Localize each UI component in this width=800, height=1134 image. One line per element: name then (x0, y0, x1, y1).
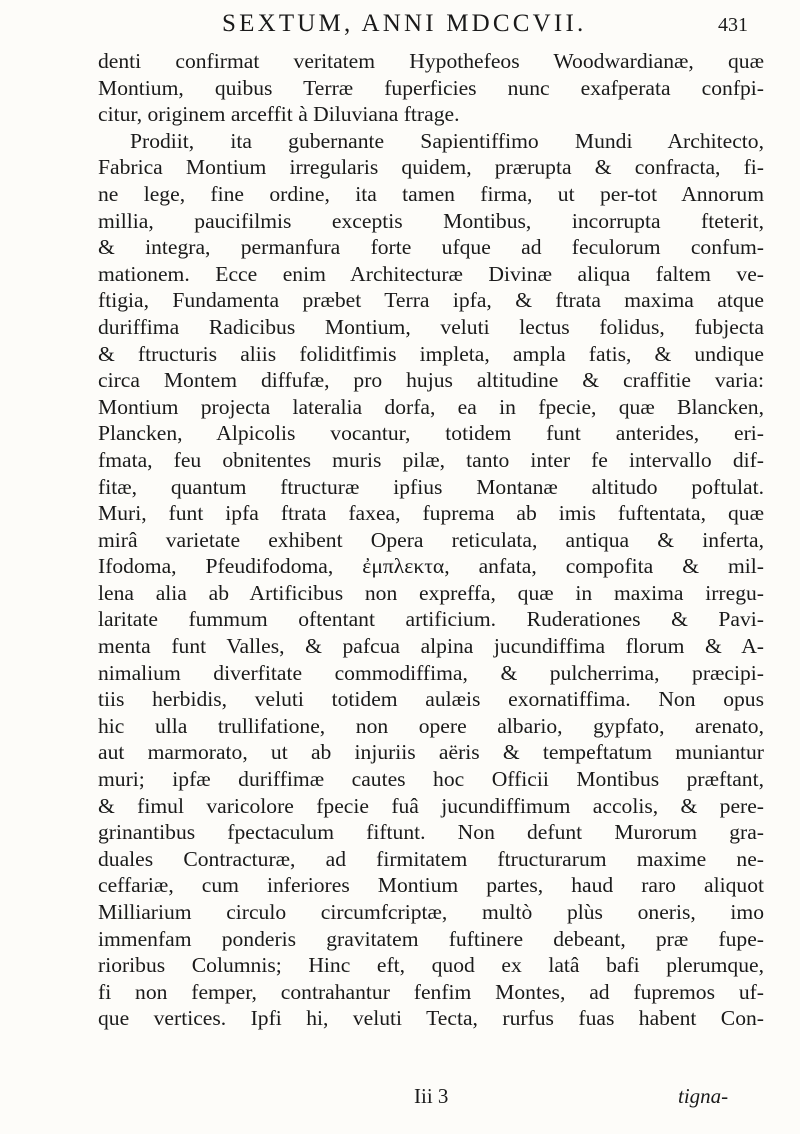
text-line: circa Montem diffufæ, pro hujus altitudine & craffitie varia: (98, 368, 764, 393)
text-line: fitæ, quantum ftructuræ ipfius Montanæ altitudo poftulat. (98, 474, 764, 499)
text-line: aut marmorato, ut ab injuriis aëris & tempeftatum muniantur (98, 740, 764, 765)
text-line: grinantibus fpectaculum fiftunt. Non defunt Murorum gra- (98, 820, 764, 845)
text-line: muri; ipfæ duriffimæ cautes hoc Officii Montibus præftant, (98, 767, 764, 792)
text-line: laritate fummum oftentant artificium. Ruderationes & Pavi- (98, 607, 764, 632)
text-line: tiis herbidis, veluti totidem aulæis exornatiffima. Non opus (98, 687, 764, 712)
text-line: Montium, quibus Terræ fuperficies nunc exafperata confpi- (98, 75, 764, 100)
text-line: rioribus Columnis; Hinc eft, quod ex latâ bafi plerumque, (98, 953, 764, 978)
running-title: SEXTUM, ANNI MDCCVII. (222, 10, 587, 37)
text-line: denti confirmat veritatem Hypothefeos Woodwardianæ, quæ (98, 49, 764, 73)
text-line: millia, paucifilmis exceptis Montibus, incorrupta fteterit, (98, 208, 764, 233)
text-line: ne lege, fine ordine, ita tamen firma, ut per-tot Annorum (98, 181, 764, 206)
text-line: ftigia, Fundamenta præbet Terra ipfa, & ftrata maxima atque (98, 288, 764, 313)
text-line: Fabrica Montium irregularis quidem, prærupta & confracta, fi- (98, 155, 764, 180)
text-line: Montium projecta lateralia dorfa, ea in fpecie, quæ Blancken, (98, 394, 764, 419)
text-line: hic ulla trullifatione, non opere albario, gypfato, arenato, (98, 713, 764, 738)
text-line: citur, originem arceffit à Diluviana ftrage. (98, 102, 460, 127)
running-head (0, 6, 800, 42)
text-line: duales Contracturæ, ad firmitatem ftructurarum maxime ne- (98, 846, 764, 871)
catchword: tigna- (678, 1084, 729, 1108)
page-number: 431 (718, 14, 748, 36)
text-line: fi non femper, contrahantur fenfim Montes, ad fupremos uf- (98, 979, 764, 1004)
text-line: immenfam ponderis gravitatem fuftinere debeant, præ fupe- (98, 926, 764, 951)
text-line: & integra, permanfura forte ufque ad feculorum confum- (98, 235, 764, 260)
signature-mark: Iii 3 (414, 1084, 449, 1108)
text-line: mirâ varietate exhibent Opera reticulata, antiqua & inferta, (98, 527, 764, 552)
text-line: que vertices. Ipfi hi, veluti Tecta, rurfus fuas habent Con- (98, 1006, 764, 1031)
text-line: Plancken, Alpicolis vocantur, totidem funt anterides, eri- (98, 421, 764, 446)
text-line: nimalium diverfitate commodiffima, & pulcherrima, præcipi- (98, 660, 764, 685)
body-text (98, 48, 764, 1032)
text-line: menta funt Valles, & pafcua alpina jucundiffima florum & A- (98, 634, 764, 659)
text-line: Ifodoma, Pfeudifodoma, ἐμπλεκτα, anfata, compofita & mil- (98, 554, 764, 579)
text-line: Muri, funt ipfa ftrata faxea, fuprema ab imis fuftentata, quæ (98, 501, 764, 526)
text-line: ceffariæ, cum inferiores Montium partes, haud raro aliquot (98, 873, 764, 898)
text-line: mationem. Ecce enim Architecturæ Divinæ aliqua faltem ve- (98, 261, 764, 286)
text-line: & fimul varicolore fpecie fuâ jucundiffimum accolis, & pere- (98, 793, 764, 818)
text-line: duriffima Radicibus Montium, veluti lectus folidus, fubjecta (98, 314, 764, 339)
text-line: & ftructuris aliis foliditfimis impleta, ampla fatis, & undique (98, 341, 764, 366)
page-footer (0, 1084, 800, 1114)
text-line: fmata, feu obnitentes muris pilæ, tanto inter fe intervallo dif- (98, 447, 764, 472)
text-line: Prodiit, ita gubernante Sapientiffimo Mundi Architecto, (130, 128, 764, 153)
text-line: Milliarium circulo circumfcriptæ, multò plùs oneris, imo (98, 900, 764, 924)
text-line: lena alia ab Artificibus non expreffa, quæ in maxima irregu- (98, 580, 764, 605)
